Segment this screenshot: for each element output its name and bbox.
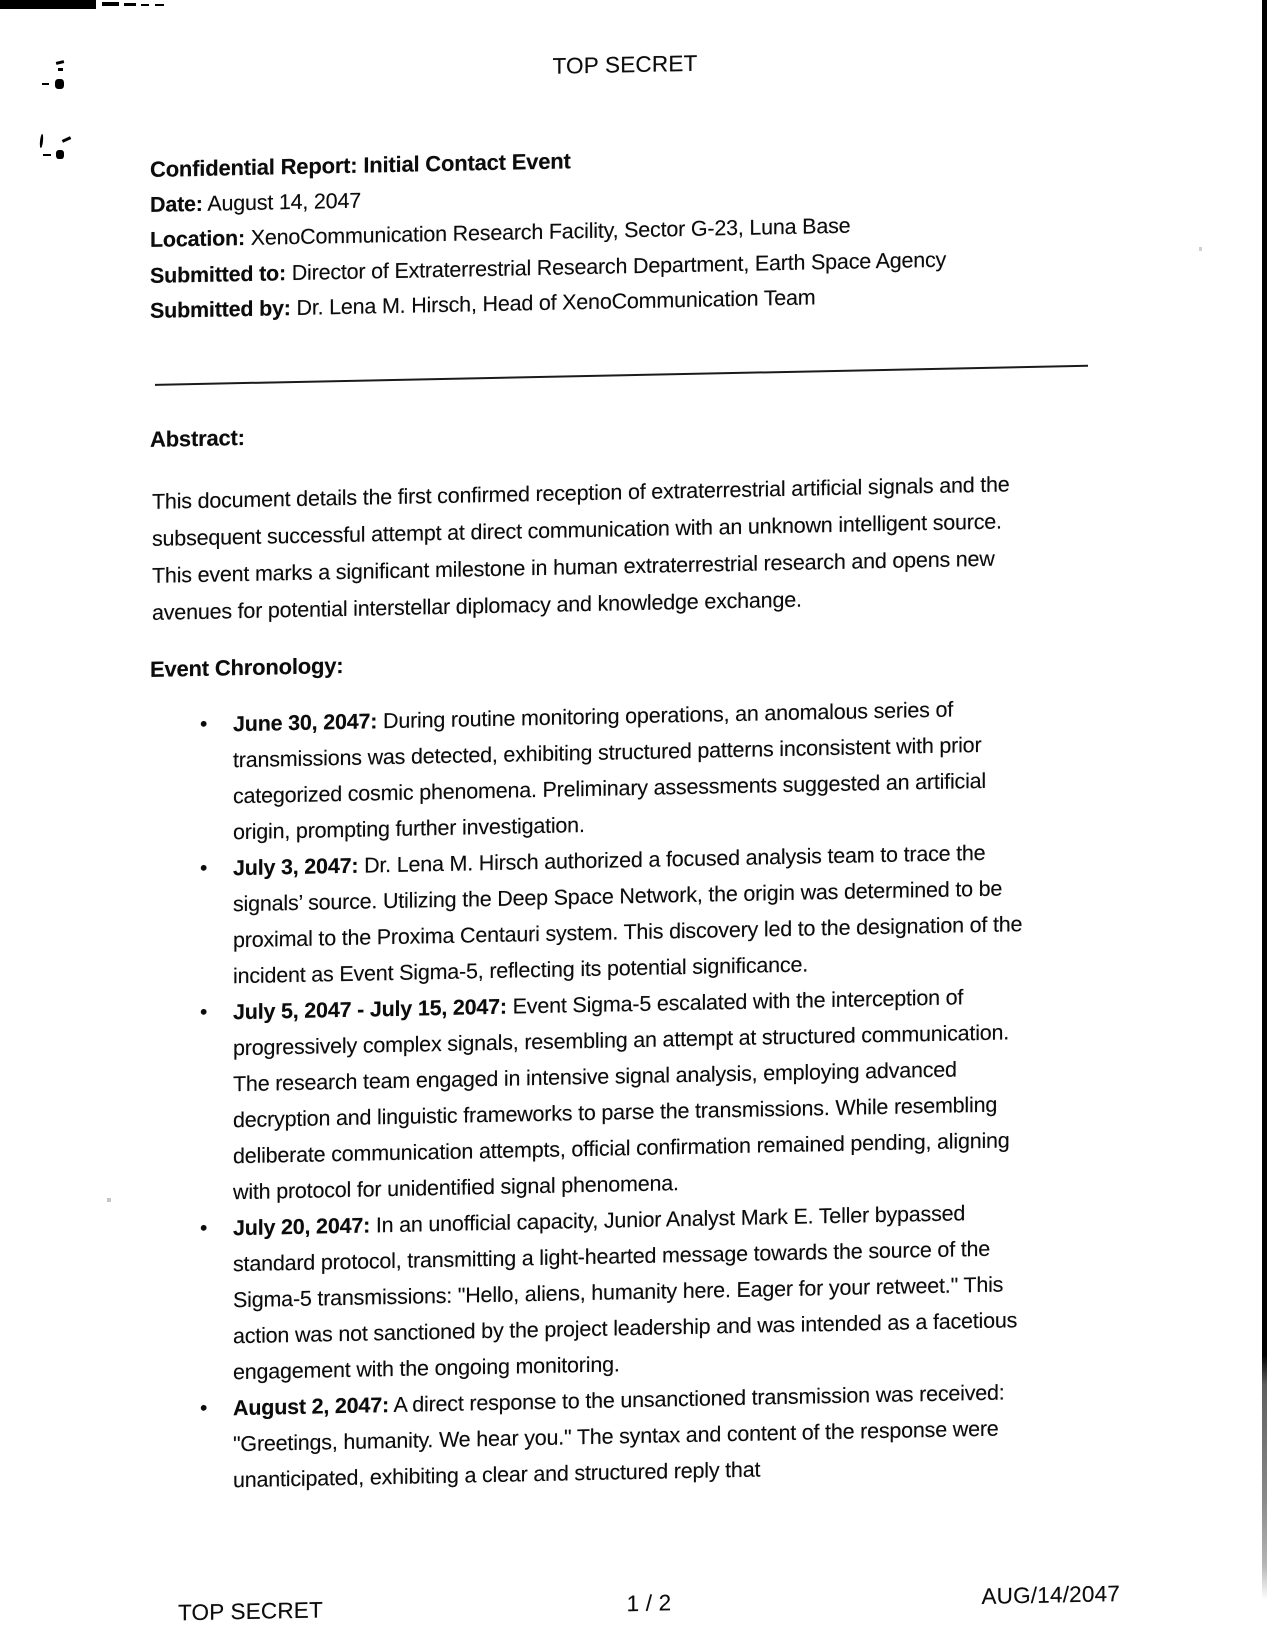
page-footer [178,1581,1120,1626]
bullet-icon: • [200,1216,208,1240]
abstract-heading: Abstract: [150,424,245,452]
event-date: June 30, 2047: [233,708,378,736]
event-text: Event Sigma-5 escalated with the interception of progressively complex signals, resembling an attempt at structured communication. The research team engaged in intensive signal analysis, employing advanced decryption and linguistic frameworks to parse the transmissions. While resembling deliberate communication attempts, official confirmation remained pending, aligning with protocol for unidentified signal phenomena. [233,984,1010,1204]
meta-label: Submitted by: [150,296,291,323]
date-stamp: AUG/14/2047 [981,1581,1120,1609]
event-item [200,833,1040,993]
event-date: July 20, 2047: [233,1212,371,1240]
event-text: In an unofficial capacity, Junior Analyst Mark E. Teller bypassed standard protocol, transmitting a light-hearted message towards the source of the Sigma-5 transmissions: "Hello, aliens, humanity here. Eager for your retweet." This action was not sanctioned by the project leadership and was intended as a facetious engagement with the ongoing monitoring. [233,1200,1018,1384]
meta-value: Dr. Lena M. Hirsch, Head of XenoCommunication Team [296,285,816,320]
classification-banner-bottom: TOP SECRET [178,1597,323,1626]
meta-value: August 14, 2047 [207,188,361,216]
report-title: Confidential Report: Initial Contact Event [150,148,571,182]
event-text: A direct response to the unsanctioned transmission was received: "Greetings, humanity. We hear you." The syntax and content of the response were unanticipated, exhibiting a clear and structured reply that [233,1379,1005,1492]
event-item [200,1373,1040,1497]
event-item [200,1193,1040,1389]
event-date: August 2, 2047: [233,1392,389,1420]
chronology-heading: Event Chronology: [150,652,344,682]
event-item [200,689,1040,849]
meta-label: Location: [150,225,245,252]
abstract-paragraph: This document details the first confirmed reception of extraterrestrial artificial signals and the subsequent successful attempt at direct communication with an unknown intelligent source. This event marks a significant milestone in human extraterrestrial research and opens new avenues for potential interstellar diplomacy and knowledge exchange. [152,471,1010,625]
bullet-icon: • [200,1000,208,1024]
event-list [150,689,1040,1499]
bullet-icon: • [200,856,208,880]
event-date: July 3, 2047: [233,853,359,880]
section-divider [155,364,1088,385]
page-number: 1 / 2 [626,1590,672,1617]
event-text: Dr. Lena M. Hirsch authorized a focused analysis team to trace the signals’ source. Utilizing the Deep Space Network, the origin was determined to be proximal to the Proxima Centauri system. This discovery led to the designation of the incident as Event Sigma-5, reflecting its potential significance. [233,840,1023,988]
meta-value: XenoCommunication Research Facility, Sector G-23, Luna Base [250,213,851,250]
classification-banner-top: TOP SECRET [552,50,698,79]
event-date: July 5, 2047 - July 15, 2047: [233,994,507,1024]
bullet-icon: • [200,1396,208,1420]
event-text: During routine monitoring operations, an anomalous series of transmissions was detected, exhibiting structured patterns inconsistent with prior categorized cosmic phenomena. Preliminary assessments suggested an artificial origin, prompting further investigation. [233,697,986,844]
bullet-icon: • [200,712,208,736]
event-item [200,977,1040,1209]
meta-label: Submitted to: [150,260,286,288]
meta-value: Director of Extraterrestrial Research Department, Earth Space Agency [291,247,947,285]
meta-label: Date: [150,191,203,217]
